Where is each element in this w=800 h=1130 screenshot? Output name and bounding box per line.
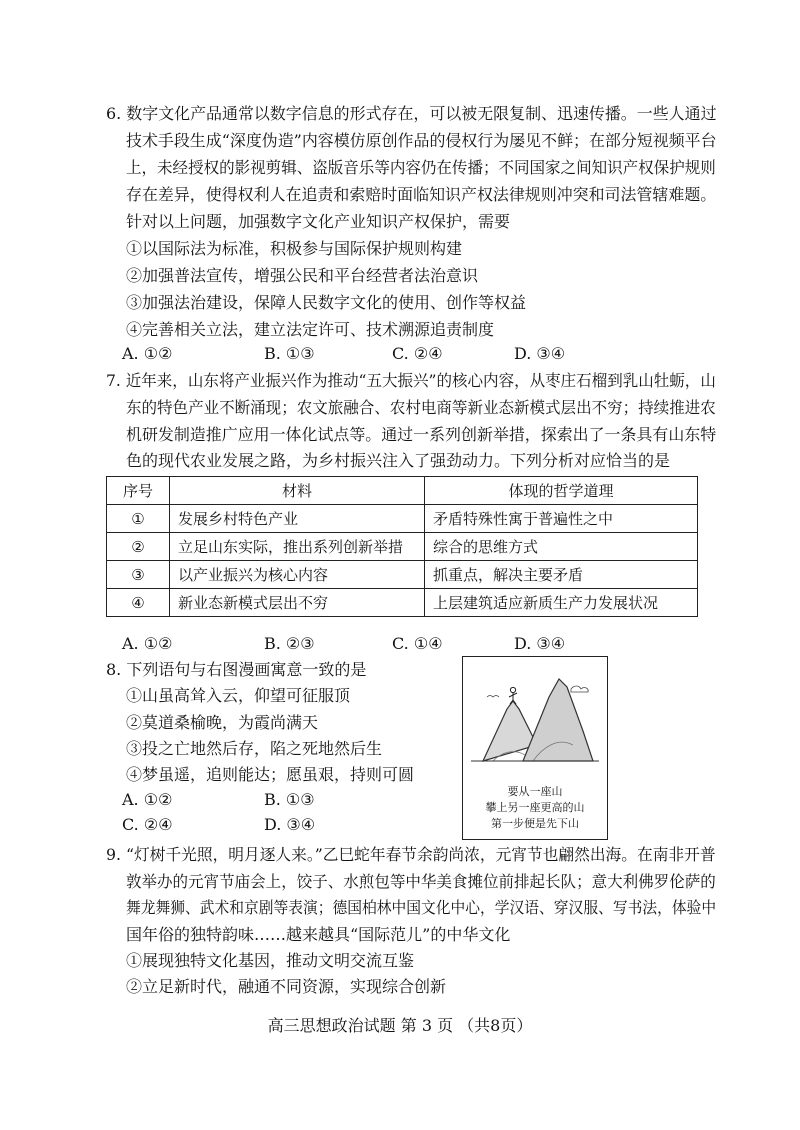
option-a[interactable]: A. ①② (122, 344, 173, 363)
mountain-drawing-icon (463, 657, 607, 777)
page-footer: 高三思想政治试题 第 3 页 （共8页） (267, 1016, 533, 1035)
q6-statement: ①以国际法为标准，积极参与国际保护规则构建 (126, 239, 463, 258)
row-material: 立足山东实际，推出系列创新举措 (170, 533, 425, 561)
q9-statement: ①展现独特文化基因，推动文明交流互鉴 (126, 951, 415, 970)
q9-stem-line: 国年俗的独特韵味……越来越具“国际范儿”的中华文化 (126, 925, 511, 944)
q7-stem-line: 机研发制造推广应用一体化试点等。通过一系列创新举措，探索出了一条具有山东特 (126, 425, 717, 444)
option-c[interactable]: C. ②④ (392, 344, 443, 363)
header-material: 材料 (170, 477, 425, 505)
q8-stem: 8. 下列语句与右图漫画寓意一致的是 (106, 660, 367, 679)
mountain-cartoon (462, 656, 608, 840)
q9-statement: ②立足新时代，融通不同资源，实现综合创新 (126, 977, 447, 996)
q6-statement: ②加强普法宣传，增强公民和平台经营者法治意识 (126, 266, 479, 285)
q6-stem-line: 存在差异，使得权利人在追责和索赔时面临知识产权法律规则冲突和司法管辖难题。 (126, 185, 717, 204)
option-d[interactable]: D. ③④ (514, 344, 566, 363)
header-philosophy: 体现的哲学道理 (425, 477, 698, 505)
q6-stem-line: 上，未经授权的影视剪辑、盗版音乐等内容仍在传播；不同国家之间知识产权保护规则 (126, 158, 716, 177)
q8-statement: ③投之亡地然后存，陷之死地然后生 (126, 739, 383, 758)
option-b[interactable]: B. ①③ (264, 344, 315, 363)
q6-stem-line: 技术手段生成“深度伪造”内容模仿原创作品的侵权行为屡见不鲜；在部分短视频平台 (126, 131, 717, 150)
row-number: ④ (107, 589, 170, 617)
option-d[interactable]: D. ③④ (264, 815, 316, 834)
q7-options (122, 634, 742, 656)
q9-stem-line: 舞龙舞狮、武术和京剧等表演；德国柏林中国文化中心，学汉语、穿汉服、写书法，体验中 (126, 898, 717, 917)
q8-statement: ①山虽高耸入云，仰望可征服顶 (126, 686, 351, 705)
q6-stem-line: 6. 数字文化产品通常以数字信息的形式存在，可以被无限复制、迅速传播。一些人通过 (106, 104, 717, 123)
row-number: ③ (107, 561, 170, 589)
row-philosophy: 抓重点，解决主要矛盾 (425, 561, 698, 589)
row-philosophy: 综合的思维方式 (425, 533, 698, 561)
option-c[interactable]: C. ①④ (392, 634, 443, 653)
row-number: ② (107, 533, 170, 561)
option-d[interactable]: D. ③④ (514, 634, 566, 653)
table-row (107, 533, 698, 561)
q7-stem-line: 色的现代农业发展之路，为乡村振兴注入了强劲动力。下列分析对应恰当的是 (126, 451, 671, 470)
option-b[interactable]: B. ②③ (264, 634, 315, 653)
header-number: 序号 (107, 477, 170, 505)
row-material: 发展乡村特色产业 (170, 505, 425, 533)
philosophy-table (106, 476, 698, 617)
q8-options-row2 (122, 815, 422, 837)
q7-stem-line: 东的特色产业不断涌现；农文旅融合、农村电商等新业态新模式层出不穷；持续推进农 (126, 398, 716, 417)
cartoon-caption-line: 第一步便是先下山 (491, 817, 579, 830)
q9-stem-line: 9. “灯树千光照，明月逐人来。”乙巳蛇年春节余韵尚浓，元宵节也翩然出海。在南非开普 (106, 845, 716, 864)
option-c[interactable]: C. ②④ (122, 815, 173, 834)
q6-stem-line: 针对以上问题，加强数字文化产业知识产权保护，需要 (126, 212, 511, 231)
cartoon-caption-line: 要从一座山 (507, 785, 563, 798)
table-row (107, 561, 698, 589)
q9-stem-line: 敦举办的元宵节庙会上，饺子、水煎包等中华美食摊位前排起长队；意大利佛罗伦萨的 (126, 872, 716, 891)
option-a[interactable]: A. ①② (122, 790, 173, 809)
row-material: 以产业振兴为核心内容 (170, 561, 425, 589)
q8-options-row1 (122, 790, 422, 812)
row-material: 新业态新模式层出不穷 (170, 589, 425, 617)
q6-statement: ③加强法治建设，保障人民数字文化的使用、创作等权益 (126, 293, 527, 312)
row-philosophy: 上层建筑适应新质生产力发展状况 (425, 589, 698, 617)
row-philosophy: 矛盾特殊性寓于普遍性之中 (425, 505, 698, 533)
option-a[interactable]: A. ①② (122, 634, 173, 653)
row-number: ① (107, 505, 170, 533)
q7-stem-line: 7. 近年来，山东将产业振兴作为推动“五大振兴”的核心内容，从枣庄石榴到乳山牡蛎，山 (106, 371, 716, 390)
cartoon-caption-line: 攀上另一座更高的山 (485, 801, 585, 814)
table-row (107, 505, 698, 533)
option-b[interactable]: B. ①③ (264, 790, 315, 809)
q8-statement: ②莫道桑榆晚，为霞尚满天 (126, 713, 319, 732)
q6-statement: ④完善相关立法，建立法定许可、技术溯源追责制度 (126, 320, 495, 339)
q6-options (122, 344, 742, 366)
table-row (107, 589, 698, 617)
q8-statement: ④梦虽遥，追则能达；愿虽艰，持则可圆 (126, 765, 415, 784)
table-header-row (107, 477, 698, 505)
